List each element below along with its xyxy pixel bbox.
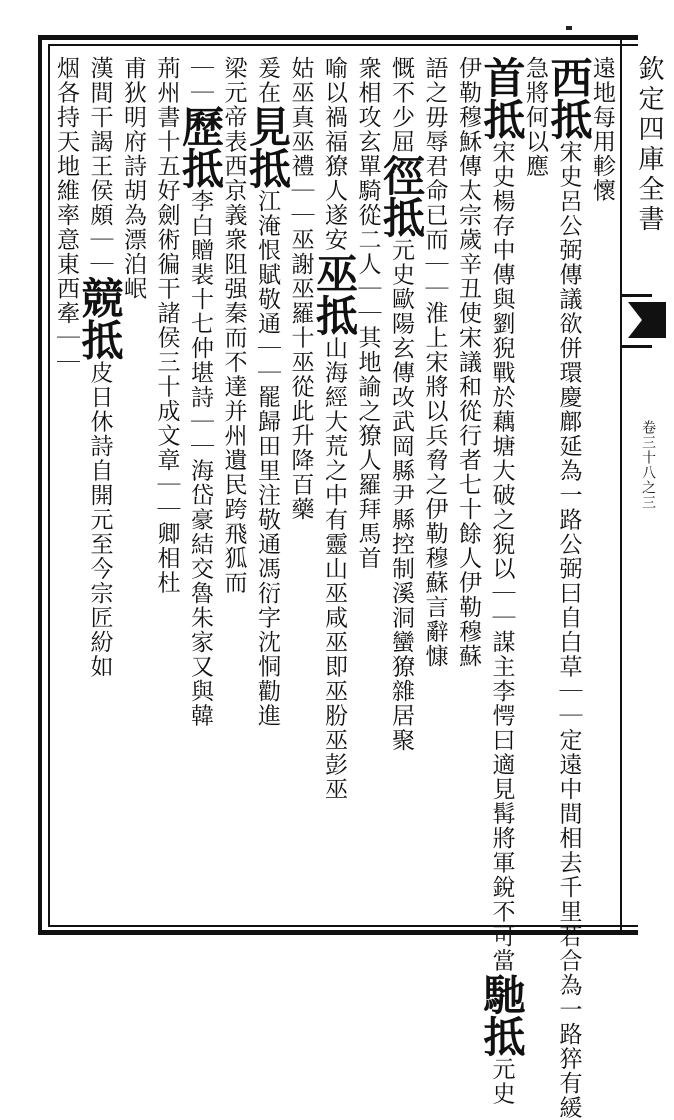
entry-text: 皮日休詩自開元至今宗匠紛如 [86,360,113,679]
entry-text: 宋史楊存中傳與劉猊戰於藕塘大破之猊以｜｜謀主李愕曰適見髯將軍銳不可當 [488,140,515,973]
entry-headword: 競抵 [75,276,125,361]
entry-headword: 西抵 [544,56,594,140]
entry-text: 喻以禍福獠人遂安 [321,56,347,252]
entry-text: 元史 [488,1057,515,1106]
entry-text: 宋史呂公弼傳議欲併環慶鄜延為一路公弼曰自白草｜｜定遠中間相去千里若合為一路猝有緩 [555,140,582,1120]
entry-text: 江淹恨賦敬通｜｜罷歸田里注敬通馮衍字沈恫勸進 [254,189,280,728]
book-title: 欽定四庫全書 [634,55,664,235]
entry-text: 梁元帝表西京義衆阻强秦而不達并州遺民跨飛狐而 [220,56,247,595]
text-column [149,56,185,926]
text-column [176,56,225,926]
text-column [310,56,359,926]
entry-text: 荊州書十五好劍術徧干諸侯三十成文章｜｜卿相杜 [153,56,180,595]
text-column [544,56,594,1120]
text-column [450,56,486,926]
frame-top-inner-rule [48,44,638,46]
text-column [48,56,84,926]
entry-text: 伊勒穆穌傳太宗歲辛丑使宋議和從行者七十餘人伊勒穆蘇 [455,56,481,669]
frame-bottom-rule [38,930,638,935]
entry-text: 慨不少屈 [388,56,414,154]
frame-left-rule [38,35,42,935]
fishtail-mark-icon [628,300,668,340]
entry-text: 遠地每用軫懷 [589,56,615,203]
volume-marker: 卷三十八之三 [640,420,656,510]
entry-text: 語之毋辱君命已而｜｜淮上宋將以兵脅之伊勒穆蘇言辭慷 [421,56,448,669]
entry-text: 元史歐陽玄傳改武岡縣尹縣控制溪洞蠻獠雜居聚 [388,238,414,753]
entry-headword: 首抵 [477,56,527,140]
entry-headword: 歷抵 [176,105,225,189]
text-column [584,56,620,926]
entry-text: 山海經大荒之中有靈山巫咸巫即巫肦巫彭巫 [321,336,347,802]
text-column [517,56,553,926]
entry-headword: 巫抵 [310,252,359,336]
spine-rule [620,40,622,930]
entry-text: ｜｜ [187,56,213,105]
text-column [75,56,125,926]
text-column [477,56,527,1106]
text-column [350,56,386,926]
entry-text: 甫狄明府詩胡為漂泊岷 [120,56,146,301]
margin-rule-lower [622,345,652,348]
entry-headword: 見抵 [243,105,292,189]
entry-text: 烟各持天地維率意東西牽｜｜ [53,56,79,375]
text-column [243,56,292,926]
entry-text: 李白贈裴十七仲堪詩｜｜海岱豪結交魯朱家又與韓 [187,189,213,728]
entry-text: 爰在 [254,56,280,105]
entry-text: 姑巫真巫禮｜｜巫謝巫羅十巫從此升降百藥 [287,56,314,522]
entry-text: 急將何以應 [522,56,548,179]
entry-text: 衆相攻玄單騎從二人｜｜其地諭之獠人羅拜馬首 [354,56,381,571]
text-column [115,56,151,926]
corner-mark [566,26,572,30]
entry-headword: 徑抵 [377,154,426,238]
frame-top-rule [38,35,638,40]
text-column [377,56,426,926]
margin-rule-upper [622,294,652,297]
entry-text: 漢間干謁王侯頗｜｜ [86,56,113,277]
entry-headword: 馳抵 [477,973,527,1057]
